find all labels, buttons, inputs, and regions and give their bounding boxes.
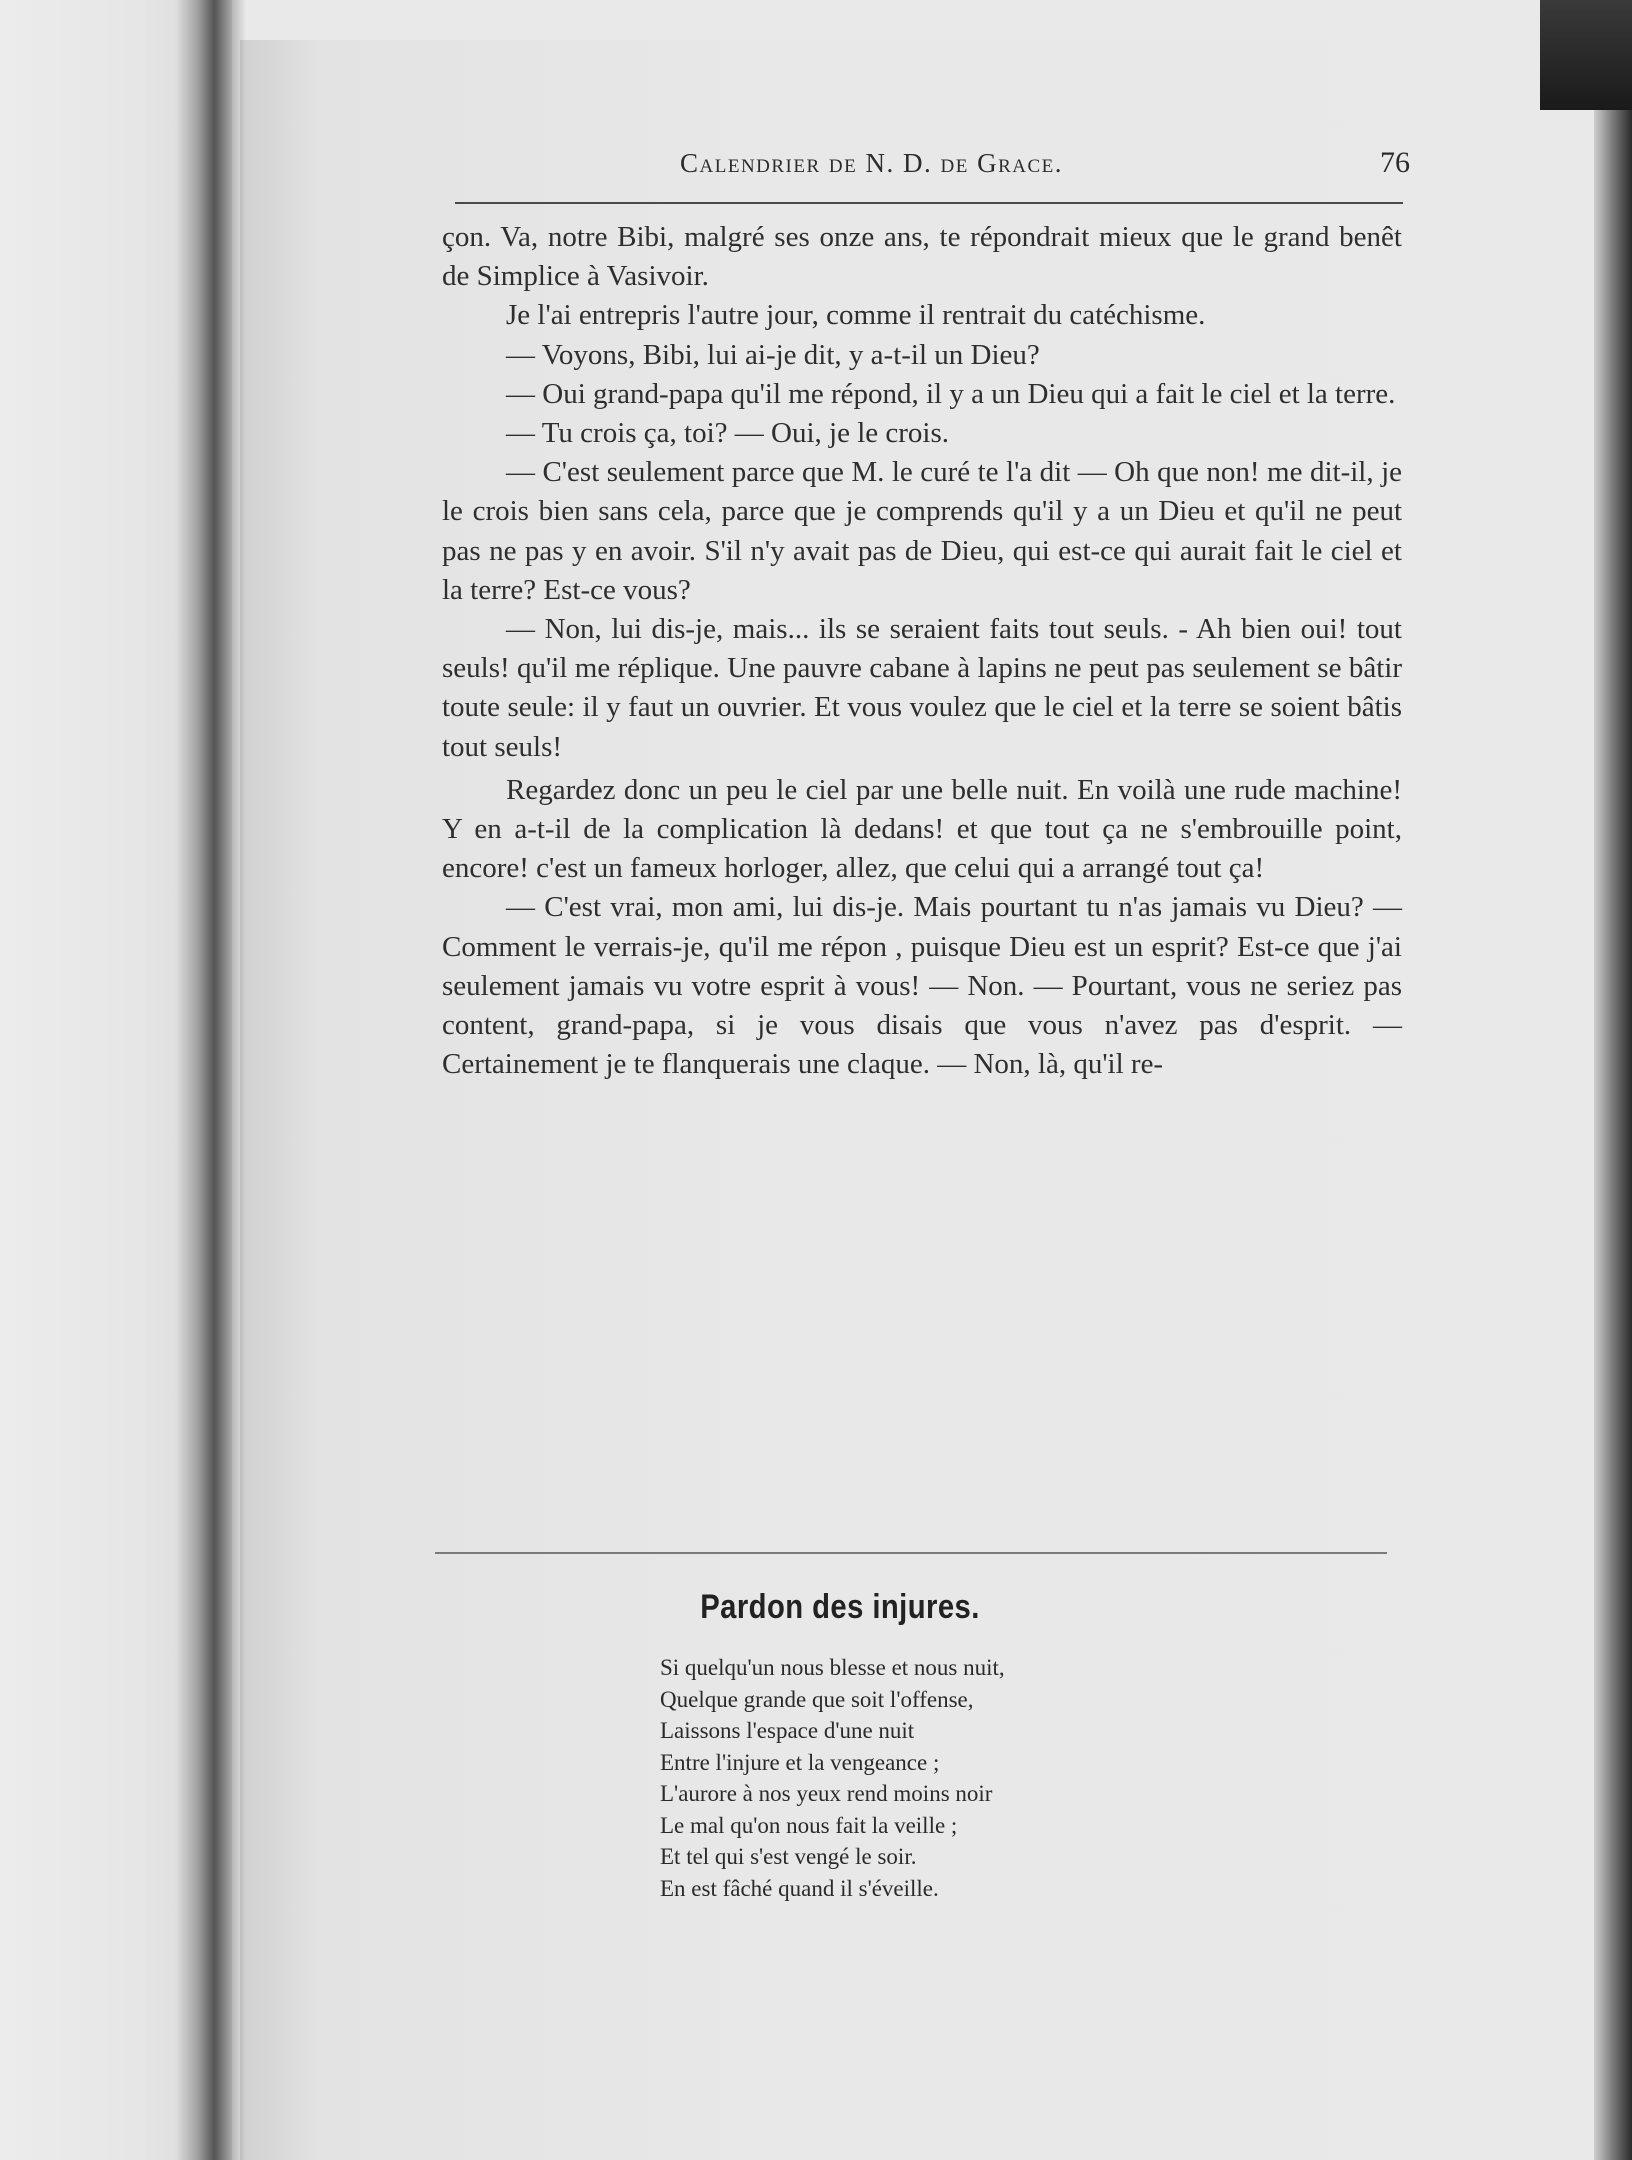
paragraph: Regardez donc un peu le ciel par une belle nuit. En voilà une rude machine! Y en a-t-il de la complication là dedans! et que tout ça ne s'embrouille point, encore! c'est un fameux horloger, allez, que celui qui a arrangé tout ça! bbox=[442, 773, 1402, 885]
poem-line: Et tel qui s'est vengé le soir. bbox=[660, 1844, 917, 1869]
paragraph: Je l'ai entrepris l'autre jour, comme il rentrait du catéchisme. bbox=[506, 299, 1206, 332]
page-corner-shadow bbox=[1540, 0, 1632, 110]
header-rule bbox=[455, 202, 1403, 204]
paragraph: — Non, lui dis-je, mais... ils se seraient faits tout seuls. - Ah bien oui! tout seuls! qu'il me réplique. Une pauvre cabane à lapins ne peut pas seulement se bâtir toute seule: il y faut un ouvrier. Et vous voulez que le ciel et la terre se soient bâtis tout seuls! bbox=[442, 613, 1402, 763]
book-gutter bbox=[176, 0, 246, 2160]
poem-line: Entre l'injure et la vengeance ; bbox=[660, 1749, 940, 1775]
poem-line: L'aurore à nos yeux rend moins noir bbox=[660, 1781, 993, 1806]
section-divider bbox=[435, 1552, 1387, 1554]
poem-title: Pardon des injures. bbox=[700, 1588, 980, 1626]
paragraph: — Voyons, Bibi, lui ai-je dit, y a-t-il un Dieu? bbox=[506, 338, 1040, 371]
poem bbox=[660, 1652, 1220, 1904]
body-text bbox=[442, 218, 1402, 1084]
poem-line: Quelque grande que soit l'offense, bbox=[660, 1686, 974, 1712]
paragraph: çon. Va, notre Bibi, malgré ses onze ans, te répondrait mieux que le grand benêt de Simplice à Vasivoir. bbox=[442, 221, 1402, 293]
poem-line: En est fâché quand il s'éveille. bbox=[660, 1875, 939, 1901]
paragraph: — Tu crois ça, toi? — Oui, je le crois. bbox=[506, 417, 950, 450]
running-header bbox=[680, 146, 1410, 186]
paragraph: — C'est seulement parce que M. le curé te l'a dit — Oh que non! me dit-il, je le crois bien sans cela, parce que je comprends qu'il y a un Dieu et qu'il ne peut pas ne pas y en avoir. S'il n'y avait pas de Dieu, qui est-ce qui aurait fait le ciel et la terre? Est-ce vous? bbox=[442, 456, 1402, 606]
paragraph: — Oui grand-papa qu'il me répond, il y a un Dieu qui a fait le ciel et la terre. bbox=[506, 377, 1396, 410]
poem-line: Le mal qu'on nous fait la veille ; bbox=[660, 1812, 958, 1838]
page-edge-shadow bbox=[1594, 80, 1632, 2160]
paragraph: — C'est vrai, mon ami, lui dis-je. Mais pourtant tu n'as jamais vu Dieu? — Comment le verrais-je, qu'il me répon , puisque Dieu est un esprit? Est-ce que j'ai seulement jamais vu votre esprit à vous! — Non. — Pourtant, vous ne seriez pas content, grand-papa, si je vous disais que vous n'avez pas d'esprit. — Certainement je te flanquerais une claque. — Non, là, qu'il re- bbox=[442, 891, 1402, 1081]
poem-line: Laissons l'espace d'une nuit bbox=[660, 1718, 915, 1743]
page-number: 76 bbox=[1380, 146, 1410, 179]
running-title: Calendrier de N. D. de Grace. bbox=[680, 148, 1063, 178]
poem-line: Si quelqu'un nous blesse et nous nuit, bbox=[660, 1655, 1005, 1680]
